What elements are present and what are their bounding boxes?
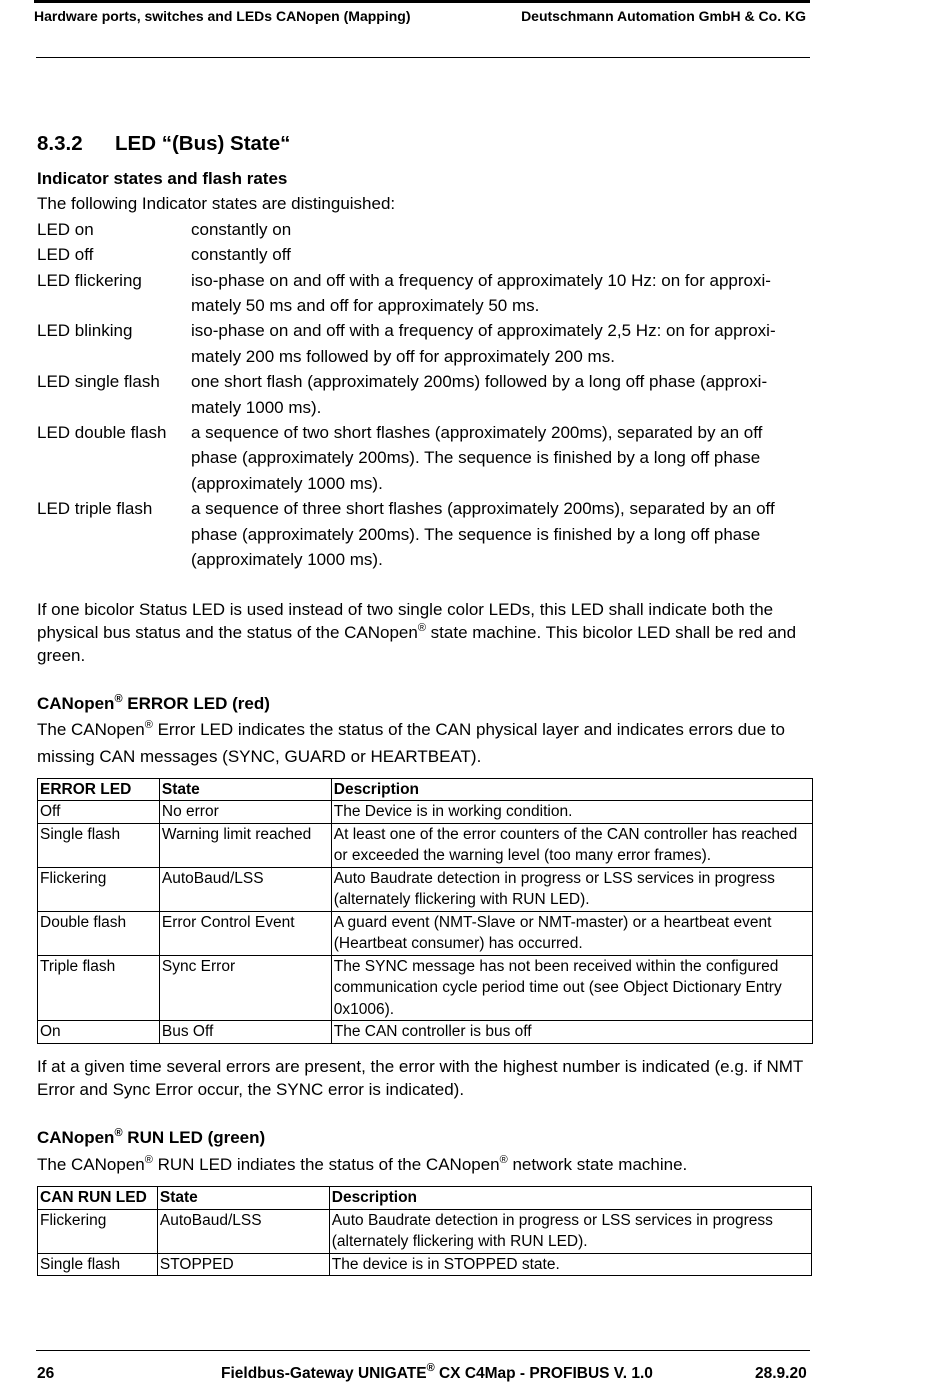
indicator-heading: Indicator states and flash rates [37, 169, 288, 188]
state-term: LED flickering [37, 270, 142, 290]
indicator-state-list [37, 217, 812, 573]
table-row [38, 801, 813, 824]
list-item [37, 268, 812, 319]
state-cell: Warning limit reached [159, 823, 331, 867]
error-led-intro [37, 716, 812, 770]
state-cell: No error [159, 801, 331, 824]
header-chapter-title: Hardware ports, switches and LEDs CANopen (Mapping) [34, 8, 411, 24]
state-desc: a sequence of two short flashes (approximately 200ms), separated by an off phase (approximately 200ms). The sequence is finished by a long off phase (approximately 1000 ms). [191, 423, 763, 493]
table-header-row [38, 1187, 812, 1210]
table-row [38, 1209, 812, 1253]
state-term: LED triple flash [37, 499, 153, 519]
registered-mark: ® [499, 1154, 508, 1167]
led-cell: Double flash [38, 911, 160, 955]
registered-mark: ® [417, 621, 426, 634]
state-desc: one short flash (approximately 200ms) followed by a long off phase (approxi-mately 1000 ms). [191, 372, 768, 417]
run-led-intro [37, 1151, 812, 1178]
run-led-heading [37, 1125, 812, 1150]
table-row [38, 1021, 813, 1044]
run-intro-brand: The CANopen [37, 1155, 145, 1175]
state-desc: constantly on [191, 219, 292, 239]
state-cell: STOPPED [157, 1253, 329, 1276]
state-term: LED off [37, 245, 94, 265]
error-heading-text: ERROR LED (red) [122, 693, 270, 713]
description-cell: The device is in STOPPED state. [329, 1253, 811, 1276]
page-content [37, 130, 812, 1276]
led-cell: On [38, 1021, 160, 1044]
column-header: State [157, 1187, 329, 1210]
error-intro-brand: The CANopen [37, 719, 145, 739]
footer-date: 28.9.20 [755, 1365, 807, 1382]
state-term: LED double flash [37, 423, 167, 443]
list-item [37, 318, 812, 369]
registered-mark: ® [114, 1126, 123, 1139]
bicolor-paragraph [37, 598, 812, 667]
registered-mark: ® [144, 718, 153, 731]
led-cell: Single flash [38, 823, 160, 867]
state-desc: iso-phase on and off with a frequency of approximately 10 Hz: on for approxi-mately 50 ms and off for approximately 50 ms. [191, 270, 771, 316]
footer-rule [36, 1350, 810, 1351]
header-rule [36, 57, 810, 58]
header-top-rule [34, 0, 810, 3]
description-cell: A guard event (NMT-Slave or NMT-master) or a heartbeat event (Heartbeat consumer) has occurred. [331, 911, 812, 955]
error-intro-text: Error LED indicates the status of the CAN physical layer and indicates errors due to missing CAN messages (SYNC, GUARD or HEARTBEAT). [37, 719, 785, 766]
run-led-table [37, 1186, 812, 1276]
table-header-row [38, 778, 813, 801]
led-cell: Single flash [38, 1253, 158, 1276]
section-title-text: LED “(Bus) State“ [115, 132, 291, 155]
table-row [38, 823, 813, 867]
column-header: Description [331, 778, 812, 801]
state-cell: Bus Off [159, 1021, 331, 1044]
description-cell: The Device is in working condition. [331, 801, 812, 824]
run-heading-text: RUN LED (green) [122, 1127, 266, 1147]
state-term: LED single flash [37, 372, 160, 392]
led-cell: Triple flash [38, 955, 160, 1021]
list-item [37, 420, 812, 496]
state-desc: a sequence of three short flashes (approximately 200ms), separated by an off phase (approximately 200ms). The sequence is finished by a long off phase (approximately 1000 ms). [191, 499, 775, 570]
error-led-table [37, 778, 813, 1044]
state-term: LED on [37, 219, 94, 239]
error-heading-brand: CANopen [37, 693, 115, 713]
state-desc: iso-phase on and off with a frequency of approximately 2,5 Hz: on for approxi-mately 200 ms followed by off for approximately 200 ms. [191, 321, 776, 366]
state-cell: AutoBaud/LSS [159, 867, 331, 911]
registered-mark: ® [426, 1362, 435, 1374]
bicolor-text-1: If one bicolor Status LED is used instead of two single color LEDs, this LED shall indicate both the physical bus status and the status of the CANopen [37, 599, 774, 642]
run-heading-brand: CANopen [37, 1127, 115, 1147]
header-company: Deutschmann Automation GmbH & Co. KG [521, 8, 806, 24]
error-led-heading [37, 691, 812, 716]
table-row [38, 867, 813, 911]
description-cell: Auto Baudrate detection in progress or LSS services in progress (alternately flickering with RUN LED). [329, 1209, 811, 1253]
run-intro-text-end: network state machine. [507, 1155, 688, 1175]
bicolor-text-2: state machine. This bicolor LED shall be red and green. [37, 622, 797, 665]
indicator-intro: The following Indicator states are distinguished: [37, 194, 396, 214]
state-term: LED blinking [37, 321, 133, 341]
description-cell: The SYNC message has not been received within the configured communication cycle period time out (see Object Dictionary Entry 0x1006). [331, 955, 812, 1021]
column-header: State [159, 778, 331, 801]
description-cell: The CAN controller is bus off [331, 1021, 812, 1044]
footer-title [221, 1362, 653, 1383]
table-row [38, 955, 813, 1021]
led-cell: Off [38, 801, 160, 824]
state-cell: Error Control Event [159, 911, 331, 955]
table-row [38, 911, 813, 955]
footer-title-brand: Fieldbus-Gateway UNIGATE [221, 1365, 427, 1382]
section-title [37, 130, 812, 158]
column-header: CAN RUN LED [38, 1187, 158, 1210]
state-cell: AutoBaud/LSS [157, 1209, 329, 1253]
list-item [37, 242, 812, 267]
footer-title-text: CX C4Map - PROFIBUS V. 1.0 [434, 1365, 653, 1382]
registered-mark: ® [114, 692, 123, 705]
column-header: Description [329, 1187, 811, 1210]
led-cell: Flickering [38, 867, 160, 911]
error-priority-note: If at a given time several errors are present, the error with the highest number is indicated (e.g. if NMT Error and Sync Error occur, the SYNC error is indicated). [37, 1056, 803, 1099]
table-row [38, 1253, 812, 1276]
run-intro-text: RUN LED indiates the status of the CANopen [152, 1155, 500, 1175]
led-cell: Flickering [38, 1209, 158, 1253]
list-item [37, 217, 812, 242]
column-header: ERROR LED [38, 778, 160, 801]
state-desc: constantly off [191, 245, 291, 265]
description-cell: At least one of the error counters of the CAN controller has reached or exceeded the warning level (too many error frames). [331, 823, 812, 867]
state-cell: Sync Error [159, 955, 331, 1021]
list-item [37, 369, 812, 420]
list-item [37, 496, 812, 572]
description-cell: Auto Baudrate detection in progress or LSS services in progress (alternately flickering with RUN LED). [331, 867, 812, 911]
section-number: 8.3.2 [37, 132, 83, 155]
page-number: 26 [37, 1365, 55, 1382]
registered-mark: ® [144, 1154, 153, 1167]
